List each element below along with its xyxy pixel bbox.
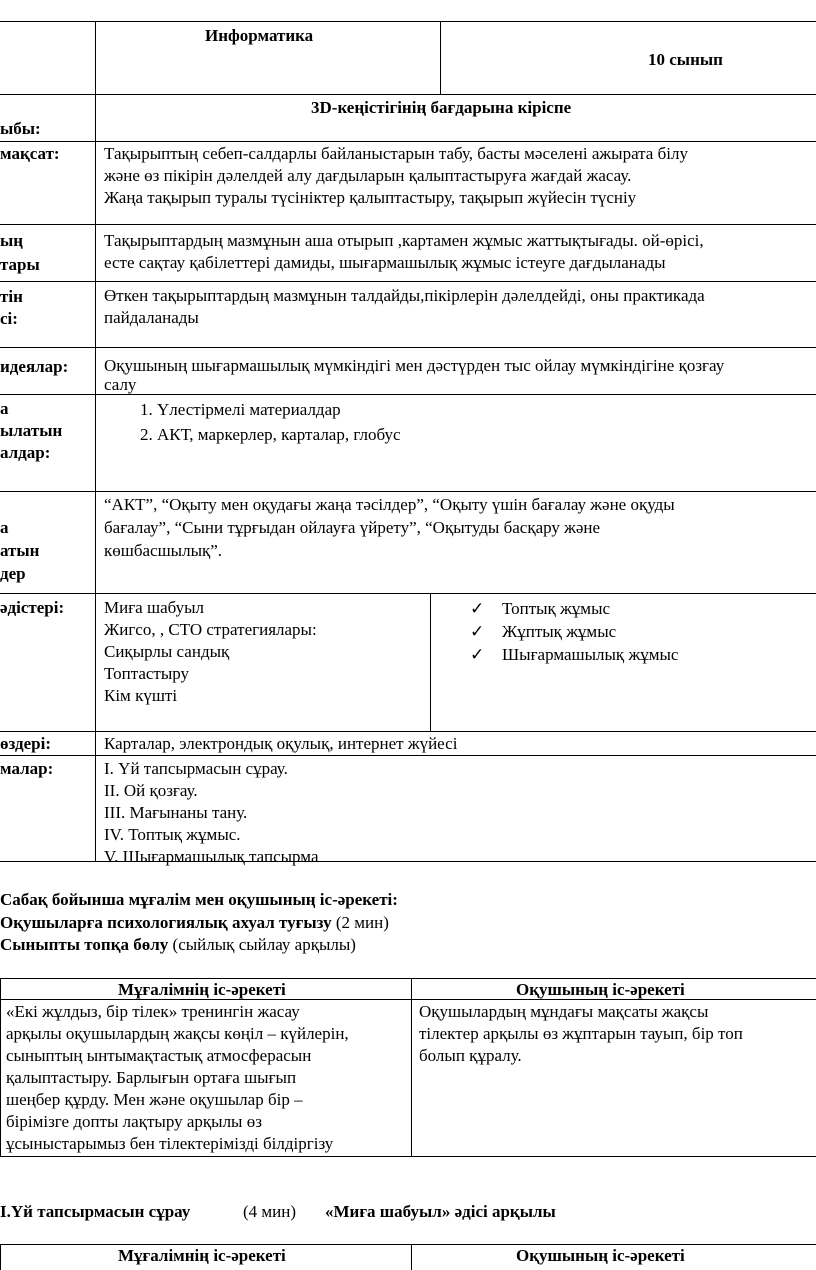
stage-item-4: IV. Топтық жұмыс. bbox=[104, 825, 241, 844]
modules-label-3: дер bbox=[0, 564, 26, 583]
table1-col2-header: Оқушының іс-әрекеті bbox=[516, 980, 685, 999]
goal-line-3: Жаңа тақырып туралы түсініктер қалыптастыру, тақырып жүйесін түсніу bbox=[104, 188, 637, 207]
label-column-divider bbox=[95, 21, 96, 861]
table1-divider bbox=[411, 978, 412, 1156]
table2-divider bbox=[411, 1244, 412, 1270]
developing-label-2: тары bbox=[0, 255, 40, 274]
activity-line-3 bbox=[0, 934, 356, 956]
materials-label-1: а bbox=[0, 399, 9, 418]
activity-line-3-bold: Сыныпты топқа бөлу bbox=[0, 935, 169, 954]
activity-line-2-rest: (2 мин) bbox=[331, 913, 389, 932]
stage-item-5: V. Шығармашылық тапсырма bbox=[104, 847, 319, 866]
developing-line-2: есте сақтау қабілеттері дамиды, шығармашылық жұмыс істеуге дағдыланады bbox=[104, 253, 666, 272]
method-left-1: Миға шабуыл bbox=[104, 598, 205, 617]
table1-col2-line-1: Оқушылардың мұндағы мақсаты жақсы bbox=[419, 1002, 709, 1021]
table1-left-border bbox=[0, 978, 1, 1156]
methods-bottom-border bbox=[0, 731, 816, 732]
activity-line-3-rest: (сыйлық сыйлау арқылы) bbox=[168, 935, 356, 954]
goal-line-1: Тақырыптың себеп-салдарлы байланыстарын табу, басты мәселені ажырата білу bbox=[104, 144, 688, 163]
method-right-label: Топтық жұмыс bbox=[502, 599, 611, 618]
table1-bottom-border bbox=[0, 1156, 816, 1157]
stage-item-1: I. Үй тапсырмасын сұрау. bbox=[104, 759, 288, 778]
materials-label-2: ылатын bbox=[0, 421, 63, 440]
method-left-2: Жигсо, , СТО стратегиялары: bbox=[104, 620, 317, 639]
educational-bottom-border bbox=[0, 347, 816, 348]
header-grade-divider bbox=[440, 21, 441, 94]
materials-label-3: алдар: bbox=[0, 443, 51, 462]
methods-label: әдістері: bbox=[0, 598, 65, 617]
table1-col1-line-6: бірімізге допты лақтыру арқылы өз bbox=[6, 1112, 262, 1131]
method-right-label: Шығармашылық жұмыс bbox=[502, 645, 679, 664]
modules-label-2: атын bbox=[0, 541, 40, 560]
modules-line-1: “АКТ”, “Оқыту мен оқудағы жаңа тәсілдер”, “Оқыту үшін бағалау және оқуды bbox=[104, 495, 675, 514]
checkmark-icon: ✓ bbox=[470, 599, 485, 618]
goal-label: мақсат: bbox=[0, 144, 60, 163]
section2-method: «Миға шабуыл» әдісі арқылы bbox=[325, 1202, 556, 1221]
table1-col2-line-2: тілектер арқылы өз жұптарын тауып, бір топ bbox=[419, 1024, 743, 1043]
materials-item-2: 2. АКТ, маркерлер, карталар, глобус bbox=[140, 425, 401, 444]
method-left-4: Топтастыру bbox=[104, 664, 190, 683]
method-right-3 bbox=[470, 644, 678, 666]
topic-value: 3D-кеңістігінің бағдарына кіріспе bbox=[311, 98, 572, 117]
ideas-label: идеялар: bbox=[0, 357, 69, 376]
sources-bottom-border bbox=[0, 755, 816, 756]
modules-line-3: көшбасшылық”. bbox=[104, 541, 223, 560]
modules-label-1: а bbox=[0, 518, 9, 537]
topic-label: ыбы: bbox=[0, 119, 41, 138]
table1-col1-line-1: «Екі жұлдыз, бір тілек» тренингін жасау bbox=[6, 1002, 300, 1021]
section2-duration: (4 мин) bbox=[243, 1202, 297, 1221]
educational-line-2: пайдаланады bbox=[104, 308, 199, 327]
modules-bottom-border bbox=[0, 593, 816, 594]
checkmark-icon: ✓ bbox=[470, 622, 485, 641]
sources-value: Карталар, электрондық оқулық, интернет жүйесі bbox=[104, 734, 458, 753]
table1-col1-line-5: шеңбер құрду. Мен және оқушылар бір – bbox=[6, 1090, 303, 1109]
goal-line-2: және өз пікірін дәлелдей алу дағдыларын қалыптастыруға жағдай жасау. bbox=[104, 166, 632, 185]
method-left-5: Кім күшті bbox=[104, 686, 178, 705]
developing-label-1: ың bbox=[0, 231, 24, 250]
section2-title: I.Үй тапсырмасын сұрау bbox=[0, 1202, 191, 1221]
grade-label: 10 сынып bbox=[648, 50, 723, 69]
subject-title: Информатика bbox=[205, 26, 314, 45]
activity-heading: Сабақ бойынша мұғалім мен оқушының іс-әрекеті: bbox=[0, 890, 398, 909]
stage-item-3: III. Мағынаны тану. bbox=[104, 803, 248, 822]
activity-line-2 bbox=[0, 912, 389, 934]
developing-line-1: Тақырыптардың мазмұнын аша отырып ,картамен жұмыс жаттықтығады. ой-өрісі, bbox=[104, 231, 704, 250]
ideas-line-1: Оқушының шығармашылық мүмкіндігі мен дәстүрден тыс ойлау мүмкіндігіне қозғау bbox=[104, 356, 725, 375]
table2-left-border bbox=[0, 1244, 1, 1270]
table2-col1-header: Мұғалімнің іс-әрекеті bbox=[118, 1246, 286, 1265]
educational-label-1: тін bbox=[0, 287, 23, 306]
topic-bottom-border bbox=[0, 141, 816, 142]
table1-col1-line-3: сыныптың ынтымақтастық атмосферасын bbox=[6, 1046, 312, 1065]
goal-bottom-border bbox=[0, 224, 816, 225]
stage-item-2: II. Ой қозғау. bbox=[104, 781, 198, 800]
stages-label: малар: bbox=[0, 759, 54, 778]
methods-divider bbox=[430, 594, 431, 731]
developing-bottom-border bbox=[0, 281, 816, 282]
table1-col2-line-3: болып құралу. bbox=[419, 1046, 522, 1065]
header-bottom-border bbox=[0, 94, 816, 95]
materials-bottom-border bbox=[0, 491, 816, 492]
method-left-3: Сиқырлы сандық bbox=[104, 642, 230, 661]
educational-line-1: Өткен тақырыптардың мазмұнын талдайды,пікірлерін дәлелдейді, оны практикада bbox=[104, 286, 705, 305]
table1-col1-line-4: қалыптастыру. Барлығын ортаға шығып bbox=[6, 1068, 297, 1087]
table1-col1-line-2: арқылы оқушылардың жақсы көңіл – күйлерін, bbox=[6, 1024, 349, 1043]
table1-col1-line-7: ұсыныстарымыз бен тілектерімізді білдіргізу bbox=[6, 1134, 334, 1153]
table2-col2-header: Оқушының іс-әрекеті bbox=[516, 1246, 685, 1265]
materials-item-1: 1. Үлестірмелі материалдар bbox=[140, 400, 341, 419]
table1-col1-header: Мұғалімнің іс-әрекеті bbox=[118, 980, 286, 999]
checkmark-icon: ✓ bbox=[470, 645, 485, 664]
method-right-1 bbox=[470, 598, 610, 620]
activity-line-2-bold: Оқушыларға психологиялық ахуал туғызу bbox=[0, 913, 332, 932]
sources-label: өздері: bbox=[0, 734, 52, 753]
method-right-label: Жұптық жұмыс bbox=[502, 622, 617, 641]
ideas-line-2: салу bbox=[104, 375, 137, 394]
modules-line-2: бағалау”, “Сыни тұрғыдан ойлауға үйрету”, “Оқытуды басқару және bbox=[104, 518, 601, 537]
table-top-border bbox=[0, 21, 816, 22]
educational-label-2: сі: bbox=[0, 309, 18, 328]
method-right-2 bbox=[470, 621, 616, 643]
